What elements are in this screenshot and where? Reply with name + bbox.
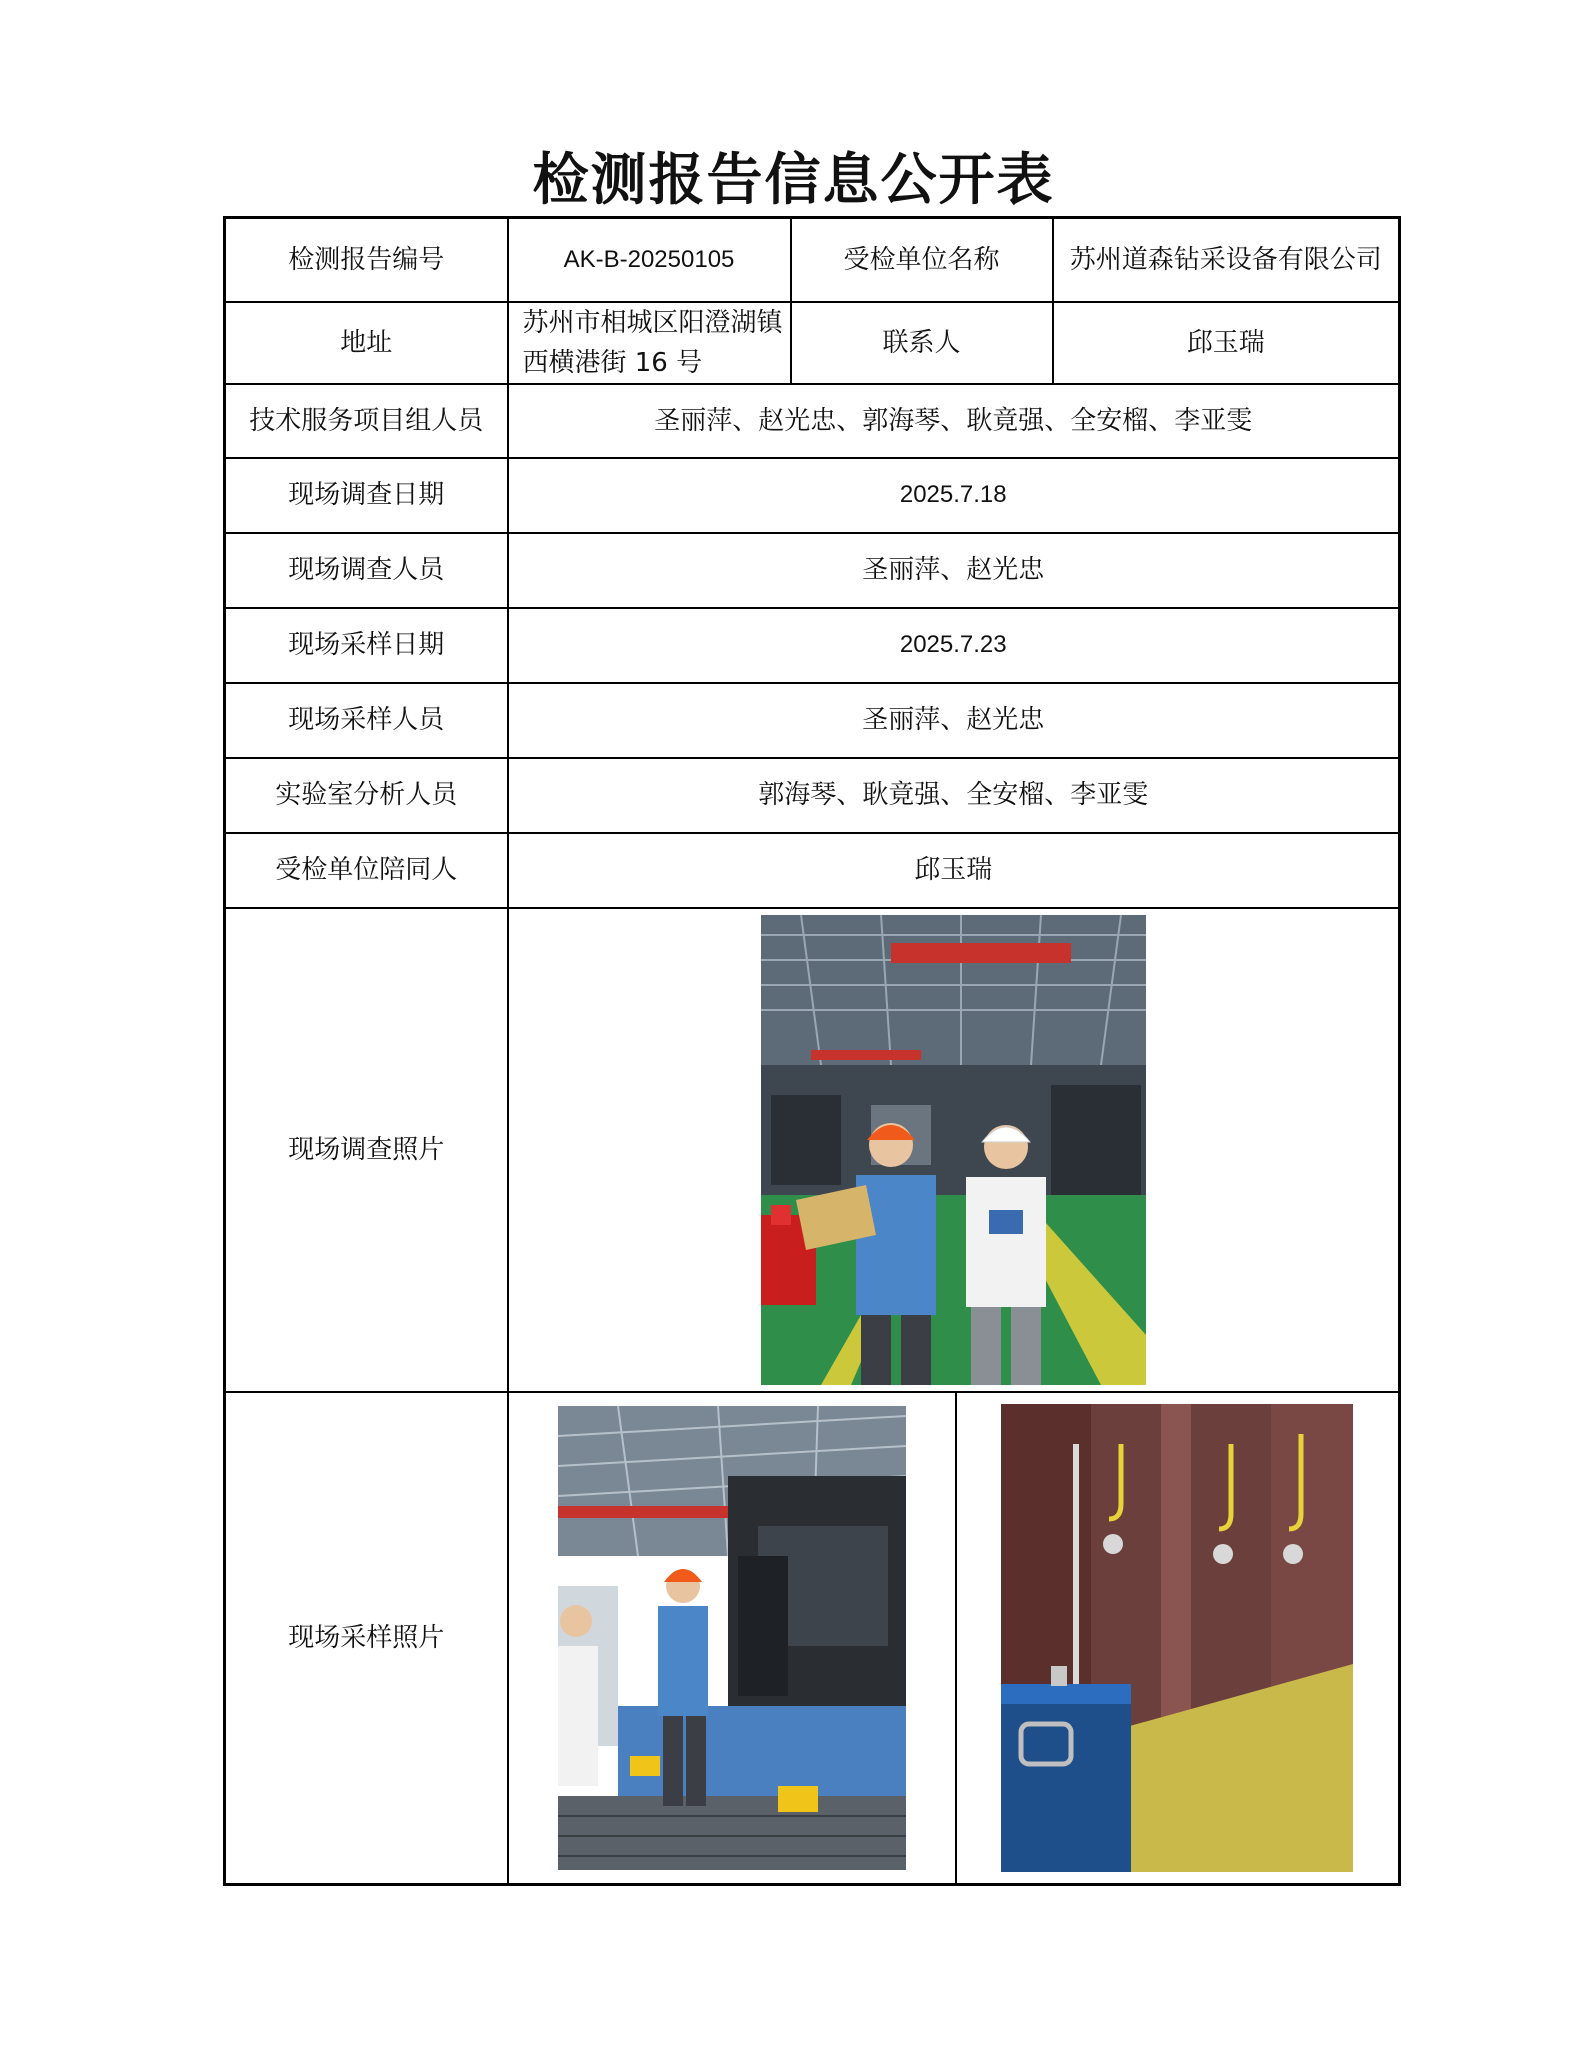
table-row bbox=[225, 302, 1400, 384]
table-row bbox=[225, 1392, 1400, 1885]
contact-value: 邱玉瑞 bbox=[1053, 302, 1400, 384]
sample-photo-label: 现场采样照片 bbox=[225, 1392, 508, 1885]
sample-photo-cell bbox=[508, 1392, 1400, 1885]
report-table bbox=[223, 216, 1401, 1886]
table-row bbox=[225, 608, 1400, 683]
report-no-label: 检测报告编号 bbox=[225, 218, 508, 302]
table-row bbox=[225, 758, 1400, 833]
survey-staff-value: 圣丽萍、赵光忠 bbox=[508, 533, 1400, 608]
address-value: 苏州市相城区阳澄湖镇西横港街 16 号 bbox=[508, 302, 791, 384]
sample-staff-label: 现场采样人员 bbox=[225, 683, 508, 758]
table-row bbox=[225, 533, 1400, 608]
survey-photo-cell bbox=[508, 908, 1400, 1392]
team-label: 技术服务项目组人员 bbox=[225, 384, 508, 458]
survey-date-label: 现场调查日期 bbox=[225, 458, 508, 533]
sample-date-label: 现场采样日期 bbox=[225, 608, 508, 683]
table-row bbox=[225, 218, 1400, 302]
team-value: 圣丽萍、赵光忠、郭海琴、耿竟强、全安榴、李亚雯 bbox=[508, 384, 1400, 458]
table-row bbox=[225, 384, 1400, 458]
table-row bbox=[225, 458, 1400, 533]
report-no-value: AK-B-20250105 bbox=[508, 218, 791, 302]
sample-photo-2 bbox=[1001, 1404, 1353, 1872]
survey-date-value: 2025.7.18 bbox=[508, 458, 1400, 533]
unit-name-value: 苏州道森钻采设备有限公司 bbox=[1053, 218, 1400, 302]
survey-photo-label: 现场调查照片 bbox=[225, 908, 508, 1392]
lab-staff-label: 实验室分析人员 bbox=[225, 758, 508, 833]
address-label: 地址 bbox=[225, 302, 508, 384]
escort-label: 受检单位陪同人 bbox=[225, 833, 508, 908]
table-row bbox=[225, 833, 1400, 908]
sample-staff-value: 圣丽萍、赵光忠 bbox=[508, 683, 1400, 758]
table-row bbox=[225, 683, 1400, 758]
page-title: 检测报告信息公开表 bbox=[532, 147, 1055, 213]
sample-photo-1 bbox=[558, 1406, 906, 1870]
lab-staff-value: 郭海琴、耿竟强、全安榴、李亚雯 bbox=[508, 758, 1400, 833]
sample-date-value: 2025.7.23 bbox=[508, 608, 1400, 683]
unit-name-label: 受检单位名称 bbox=[791, 218, 1053, 302]
escort-value: 邱玉瑞 bbox=[508, 833, 1400, 908]
contact-label: 联系人 bbox=[791, 302, 1053, 384]
survey-staff-label: 现场调查人员 bbox=[225, 533, 508, 608]
table-row bbox=[225, 908, 1400, 1392]
survey-photo bbox=[761, 915, 1146, 1385]
